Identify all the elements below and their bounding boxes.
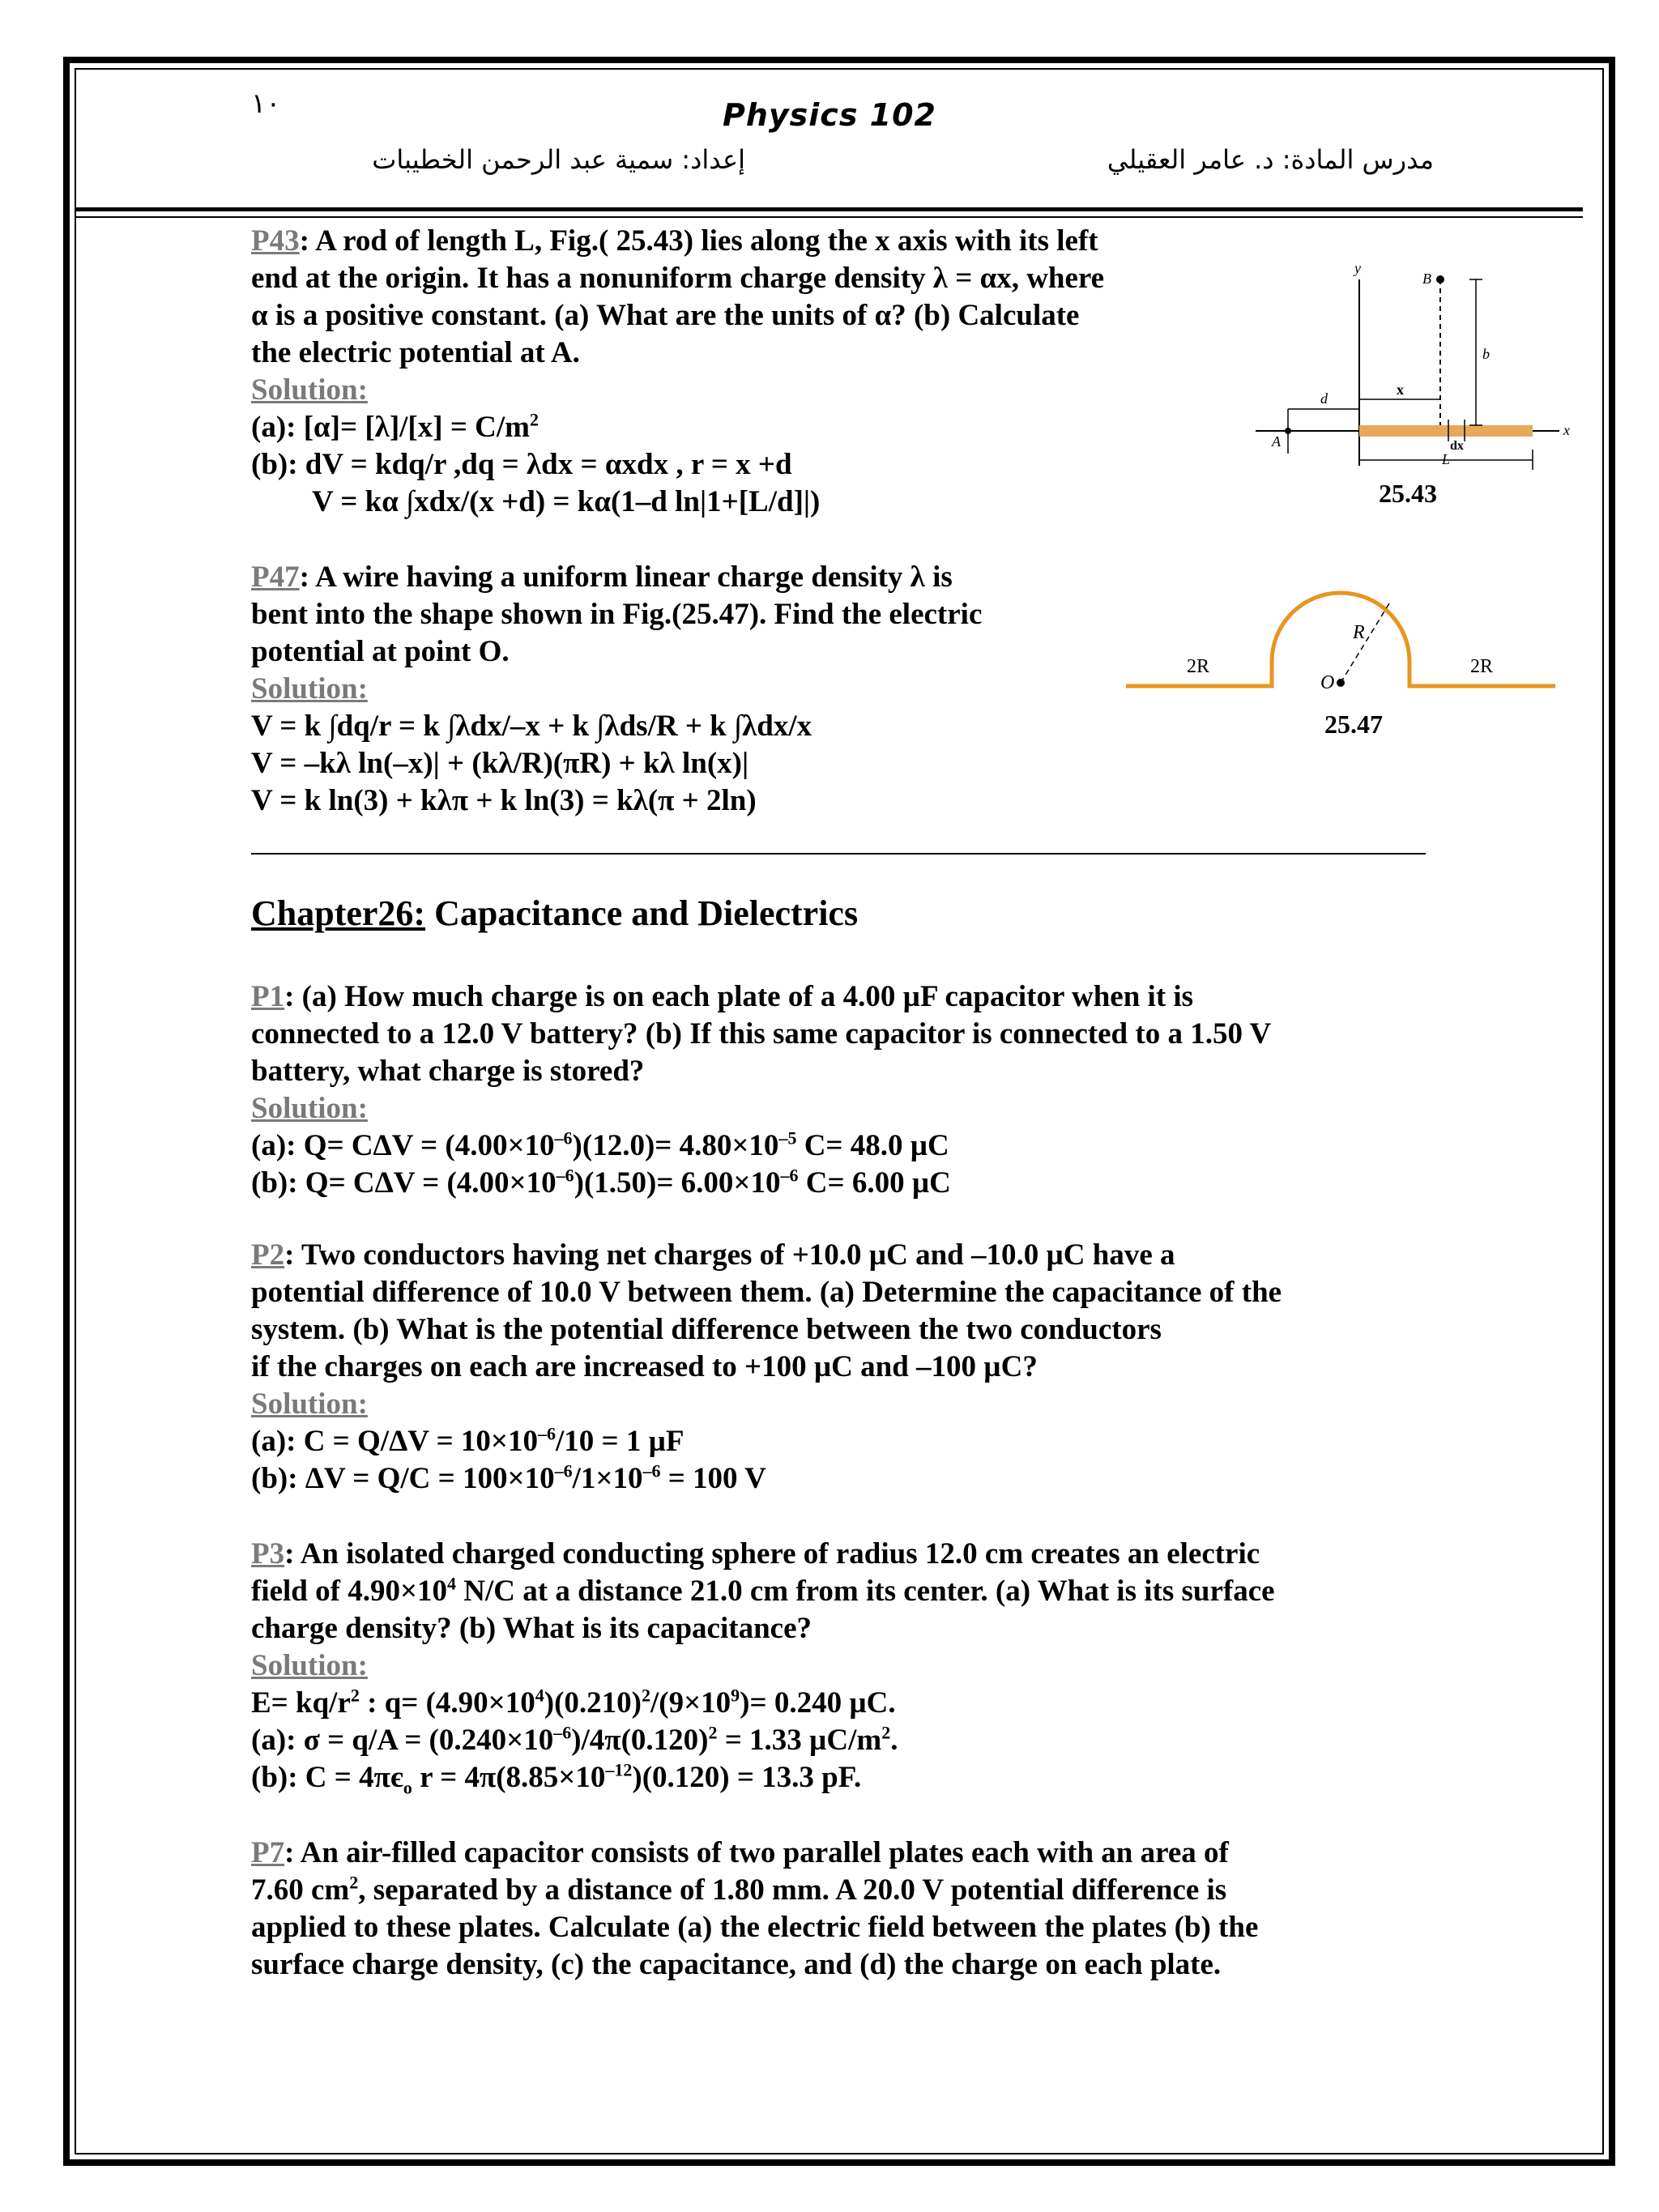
fig47-radius — [1341, 603, 1389, 683]
fig43-label-dx: dx — [1450, 439, 1464, 453]
p1-line-3: battery, what charge is stored? — [251, 1055, 645, 1088]
p7-line-1: P7: An air-filled capacitor consists of two parallel plates each with an area of — [251, 1836, 1229, 1869]
p2-sol-a: (a): $C = Q/\Delta V = 10\times 10^{-6}/10 = 1$ µF — [251, 1423, 684, 1458]
fig47-caption: 25.47 — [1324, 710, 1383, 739]
problem-p1 — [251, 978, 1271, 1202]
p7-line-4: surface charge density, (c) the capacitance, and (d) the charge on each plate. — [251, 1948, 1222, 1981]
fig43-point-B — [1436, 275, 1444, 283]
fig47-label-O: O — [1320, 672, 1335, 693]
p43-line-4: the electric potential at A. — [251, 336, 580, 369]
p1-solution-label: Solution: — [251, 1092, 368, 1125]
problem-p43 — [251, 223, 1104, 521]
p43-solution-label: Solution: — [251, 373, 368, 407]
p3-sol-b: (b): $C = 4\pi є_o$ $r = 4\pi(8.85\times 10^{-12})(0.120) = 13.3$ pF. — [251, 1759, 862, 1798]
fig43-label-xaxis: x — [1563, 422, 1570, 438]
p2-line-1: P2: Two conductors having net charges of +10.0 µC and –10.0 µC have a — [251, 1238, 1175, 1272]
chapter-heading — [251, 893, 858, 934]
figure-25-47 — [1126, 567, 1563, 745]
instructor: مدرس المادة: د. عامر العقيلي — [1107, 144, 1434, 175]
p43-sol-c: V = kα ∫xdx/(x +d) = kα(1–d ln|1+[L/d]|) — [312, 485, 821, 518]
p47-ref: P47 — [251, 560, 300, 594]
p2-line-4: if the charges on each are increased to +100 µC and –100 µC? — [251, 1350, 1038, 1383]
header-rule-thick — [76, 207, 1583, 211]
figure-25-43 — [1239, 255, 1588, 514]
p2-line-2: potential difference of 10.0 V between them. (a) Determine the capacitance of the — [251, 1276, 1282, 1309]
fig43-label-y: y — [1354, 260, 1361, 276]
p2-sol-b: (b): $\Delta V = Q/C = 100\times 10^{-6}/1\times 10^{-6} = 100$ V — [251, 1460, 766, 1495]
p7-line-3: applied to these plates. Calculate (a) the electric field between the plates (b) the — [251, 1911, 1259, 1944]
fig47-label-2R-left: 2R — [1187, 656, 1210, 677]
page-number: ١٠ — [251, 87, 281, 120]
p43-sol-a: (a): $[\alpha]= [\lambda]/[x] = C/m^2$ — [251, 409, 539, 444]
fig47-label-2R-right: 2R — [1470, 656, 1494, 677]
p43-ref: P43 — [251, 224, 300, 258]
problem-p3 — [251, 1536, 1275, 1796]
fig43-label-L: L — [1442, 451, 1451, 467]
p47-line-2: bent into the shape shown in Fig.(25.47). Find the electric — [251, 598, 983, 631]
p3-line-1: P3: An isolated charged conducting sphere of radius 12.0 cm creates an electric — [251, 1537, 1260, 1571]
p43-line-2: end at the origin. It has a nonuniform charge density λ = αx, where — [251, 262, 1105, 295]
p2-ref: P2 — [251, 1238, 285, 1272]
fig43-rod — [1359, 425, 1533, 437]
p47-sol-3: V = k ln(3) + kλπ + k ln(3) = kλ(π + 2ln) — [251, 784, 757, 817]
p43-sol-b: (b): dV = kdq/r ,dq = λdx = αxdx , r = x +d — [251, 448, 792, 481]
problem-p47 — [251, 559, 982, 820]
fig43-label-B: B — [1422, 271, 1431, 287]
fig43-caption: 25.43 — [1379, 479, 1437, 508]
chapter-title: Capacitance and Dielectrics — [425, 893, 859, 933]
p7-line-2: 7.60 $cm^2$, separated by a distance of 1.80 mm. A 20.0 V potential difference is — [251, 1872, 1227, 1907]
section-separator — [251, 853, 1426, 855]
p2-line-3: system. (b) What is the potential difference between the two conductors — [251, 1313, 1162, 1346]
p47-sol-1: V = k ∫dq/r = k ∫λdx/–x + k ∫λds/R + k ∫λdx/x — [251, 710, 812, 743]
course-title: Physics 102 — [722, 97, 936, 133]
p3-sol-e: $E= kq/r^2$ : $q= (4.90\times 10^4)(0.210)^2/(9\times 10^9)= 0.240$ µC. — [251, 1685, 896, 1720]
p1-ref: P1 — [251, 980, 285, 1013]
prepared-by: إعداد: سمية عبد الرحمن الخطيبات — [372, 144, 745, 175]
p43-line-1: P43: A rod of length L, Fig.( 25.43) lies along the x axis with its left — [251, 224, 1098, 258]
p1-line-2: connected to a 12.0 V battery? (b) If this same capacitor is connected to a 1.50 V — [251, 1017, 1272, 1051]
p1-sol-b: (b): $Q= C\Delta V = (4.00\times 10^{-6})(1.50)= 6.00\times 10^{-6}$ C= 6.00 µC — [251, 1165, 951, 1200]
p47-sol-2: V = –kλ ln(–x)| + (kλ/R)(πR) + kλ ln(x)| — [251, 747, 749, 780]
p3-ref: P3 — [251, 1537, 285, 1571]
p47-line-3: potential at point O. — [251, 635, 510, 668]
problem-p2 — [251, 1237, 1282, 1498]
fig43-label-d: d — [1320, 390, 1328, 407]
p1-line-1: P1: (a) How much charge is on each plate of a 4.00 µF capacitor when it is — [251, 980, 1194, 1013]
p3-line-3: charge density? (b) What is its capacitance? — [251, 1612, 812, 1645]
p2-solution-label: Solution: — [251, 1387, 368, 1421]
fig43-label-x: x — [1397, 381, 1404, 398]
fig47-label-R: R — [1353, 622, 1365, 643]
p47-solution-label: Solution: — [251, 672, 368, 705]
p3-sol-a: (a): $\sigma = q/A = (0.240\times 10^{-6})/4\pi(0.120)^2 = 1.33$ $\mu C/m^2$. — [251, 1722, 898, 1757]
p1-sol-a: (a): $Q= C\Delta V = (4.00\times 10^{-6})(12.0)= 4.80\times 10^{-5}$ C= 48.0 µC — [251, 1127, 949, 1162]
fig43-label-A: A — [1272, 433, 1281, 450]
header-rule-thin — [76, 216, 1583, 218]
problem-p7 — [251, 1835, 1258, 1984]
p3-solution-label: Solution: — [251, 1649, 368, 1682]
p7-ref: P7 — [251, 1836, 285, 1869]
p43-line-3: α is a positive constant. (a) What are the units of α? (b) Calculate — [251, 299, 1080, 332]
p47-line-1: P47: A wire having a uniform linear charge density λ is — [251, 560, 953, 594]
p3-line-2: field of $4.90\times 10^4$ N/C at a distance 21.0 cm from its center. (a) What is its surface — [251, 1573, 1275, 1608]
chapter-number: Chapter26: — [251, 893, 426, 933]
fig43-label-b: b — [1482, 346, 1490, 362]
